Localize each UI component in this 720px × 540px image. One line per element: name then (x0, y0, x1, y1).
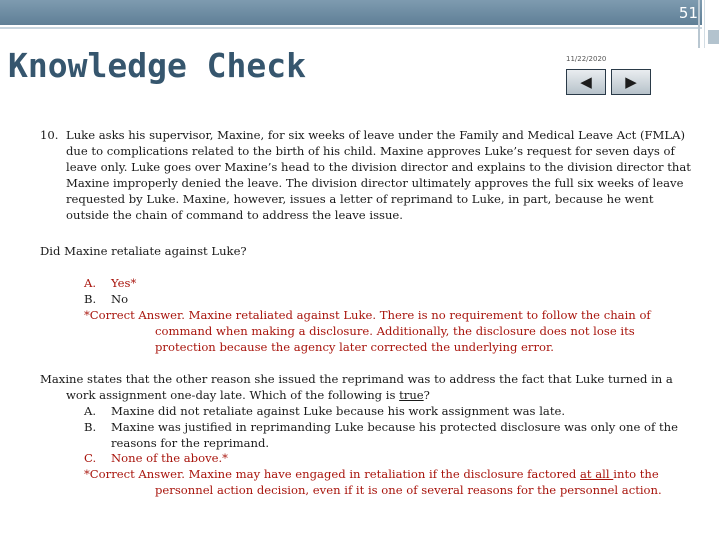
answer-text: *Correct Answer. Maxine retaliated against Luke. There is no requirement to follow the chain of command when making a disclosure. Additionally, the disclosure does not lose its protection because the agency later corrected the underlying error. (84, 308, 651, 354)
slide-number: 51 (678, 4, 698, 22)
option-text: None of the above.* (111, 451, 228, 466)
decorative-square (708, 30, 719, 44)
question-retaliate: Did Maxine retaliate against Luke? (40, 244, 247, 259)
answer-options-1 (40, 276, 694, 356)
question-number: 10. (40, 128, 59, 142)
option-text: Maxine was justified in reprimanding Luke because his protected disclosure was only one of the reasons for the reprimand. (111, 419, 678, 450)
option-b (84, 292, 694, 308)
header-rule (0, 27, 702, 29)
option-letter: A. (84, 276, 97, 291)
answer-options-2 (40, 404, 694, 499)
triangle-left-icon: ◀ (580, 73, 592, 91)
option-letter: B. (84, 292, 97, 307)
question-10 (40, 128, 694, 223)
option-letter: A. (84, 403, 97, 418)
option-c (84, 451, 694, 467)
correct-answer-2 (84, 467, 694, 499)
top-banner (0, 0, 702, 25)
followup-text-before: Maxine states that the other reason she issued the reprimand was to address the fact that Luke turned in a work assignment one-day late. Which of the following is (40, 371, 673, 402)
next-slide-button[interactable] (611, 69, 651, 95)
option-letter: C. (84, 451, 97, 466)
followup-underlined: true (399, 387, 424, 402)
answer-underlined: at all (579, 467, 614, 482)
option-text: Yes* (111, 276, 137, 291)
correct-answer-1 (84, 308, 694, 356)
question-text: Luke asks his supervisor, Maxine, for six weeks of leave under the Family and Medical Leave Act (FMLA) due to complications related to the birth of his child. Maxine approves Luke’s request for seven days of leave only. Luke goes over Maxine’s head to the division director and explains to the division director that Maxine improperly denied the leave. The division director ultimately approves the full six weeks of leave requested by Luke. Maxine, however, issues a letter of reprimand to Luke, in part, because he went outside the chain of command to address the leave issue. (66, 128, 691, 222)
answer-text-before: *Correct Answer. Maxine may have engaged in retaliation if the disclosure factored (84, 467, 580, 482)
triangle-right-icon: ▶ (625, 73, 637, 91)
answer-text-after: into the personnel action decision, even if it is one of several reasons for the personnel action. (155, 467, 662, 498)
followup-text-after: ? (423, 387, 430, 402)
slide-date: 11/22/2020 (566, 55, 607, 63)
decorative-line (698, 0, 700, 48)
option-b (84, 420, 694, 452)
option-a (84, 276, 694, 292)
option-a (84, 404, 694, 420)
slide-title: Knowledge Check (8, 46, 307, 85)
option-letter: B. (84, 419, 97, 434)
option-text: No (111, 292, 129, 307)
previous-slide-button[interactable] (566, 69, 606, 95)
option-text: Maxine did not retaliate against Luke because his work assignment was late. (111, 403, 566, 418)
question-followup (40, 372, 694, 404)
decorative-line (704, 0, 705, 48)
slide-content (40, 128, 694, 499)
